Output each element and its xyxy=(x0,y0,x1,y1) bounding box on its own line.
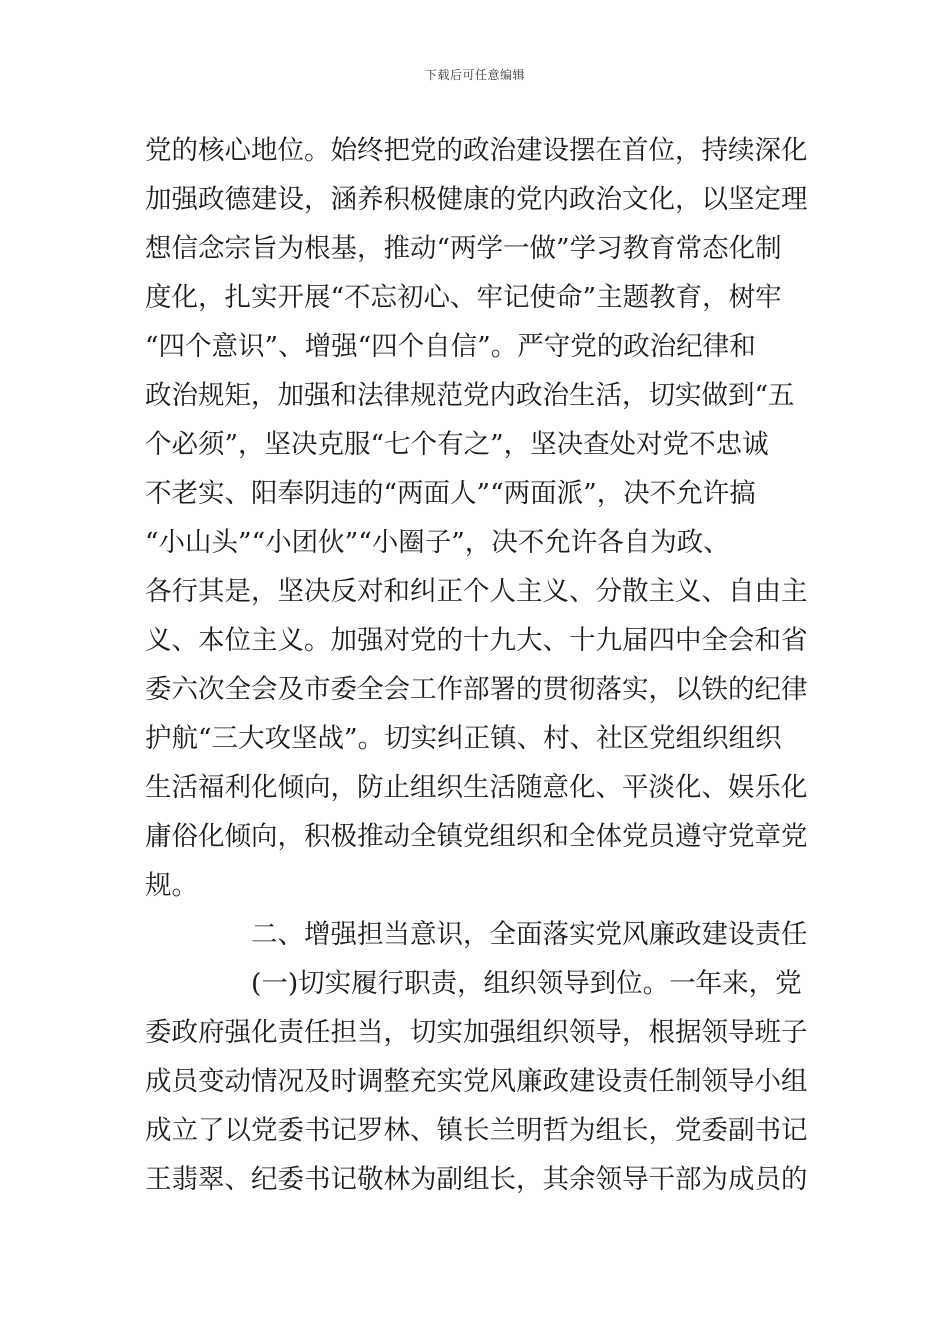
paragraph-line: 个必须”，坚决克服“七个有之”，坚决查处对党不忠诚 xyxy=(145,429,769,460)
paragraph-line: 成员变动情况及时调整充实党风廉政建设责任制领导小组 xyxy=(145,1066,808,1097)
paragraph-line: 规。 xyxy=(145,870,198,901)
paragraph-line: 委六次全会及市委全会工作部署的贯彻落实，以铁的纪律 xyxy=(145,674,808,705)
paragraph-line: 政治规矩，加强和法律规范党内政治生活，切实做到“五 xyxy=(145,380,795,411)
paragraph-line: 加强政德建设，涵养积极健康的党内政治文化，以坚定理 xyxy=(145,184,808,215)
paragraph-line: 度化，扎实开展“不忘初心、牢记使命”主题教育，树牢 xyxy=(145,282,782,313)
paragraph-line: 成立了以党委书记罗林、镇长兰明哲为组长，党委副书记 xyxy=(145,1115,808,1146)
paragraph-line: 王翡翠、纪委书记敬林为副组长，其余领导干部为成员的 xyxy=(145,1164,808,1195)
paragraph-line: 委政府强化责任担当，切实加强组织领导，根据领导班子 xyxy=(145,1017,808,1048)
document-body xyxy=(145,126,809,1204)
paragraph-line: 护航“三大攻坚战”。切实纠正镇、村、社区党组织组织 xyxy=(145,723,782,754)
page-header: 下载后可任意编辑 xyxy=(424,68,525,82)
paragraph-line: 想信念宗旨为根基，推动“两学一做”学习教育常态化制 xyxy=(145,233,782,264)
paragraph-line: 不老实、阳奉阴违的“两面人”“两面派”，决不允许搞 xyxy=(145,478,756,509)
paragraph-line: “小山头”“小团伙”“小圈子”，决不允许各自为政、 xyxy=(145,527,730,558)
paragraph-line: 庸俗化倾向，积极推动全镇党组织和全体党员遵守党章党 xyxy=(145,821,808,852)
section-heading: 二、增强担当意识，全面落实党风廉政建设责任 xyxy=(251,919,808,950)
paragraph-line: 党的核心地位。始终把党的政治建设摆在首位，持续深化 xyxy=(145,135,808,166)
paragraph-line: (一)切实履行职责，组织领导到位。一年来，党 xyxy=(251,968,802,999)
paragraph-line: “四个意识”、增强“四个自信”。严守党的政治纪律和 xyxy=(145,331,756,362)
paragraph-line: 生活福利化倾向，防止组织生活随意化、平淡化、娱乐化 xyxy=(145,772,808,803)
paragraph-line: 各行其是，坚决反对和纠正个人主义、分散主义、自由主 xyxy=(145,576,808,607)
paragraph-line: 义、本位主义。加强对党的十九大、十九届四中全会和省 xyxy=(145,625,808,656)
